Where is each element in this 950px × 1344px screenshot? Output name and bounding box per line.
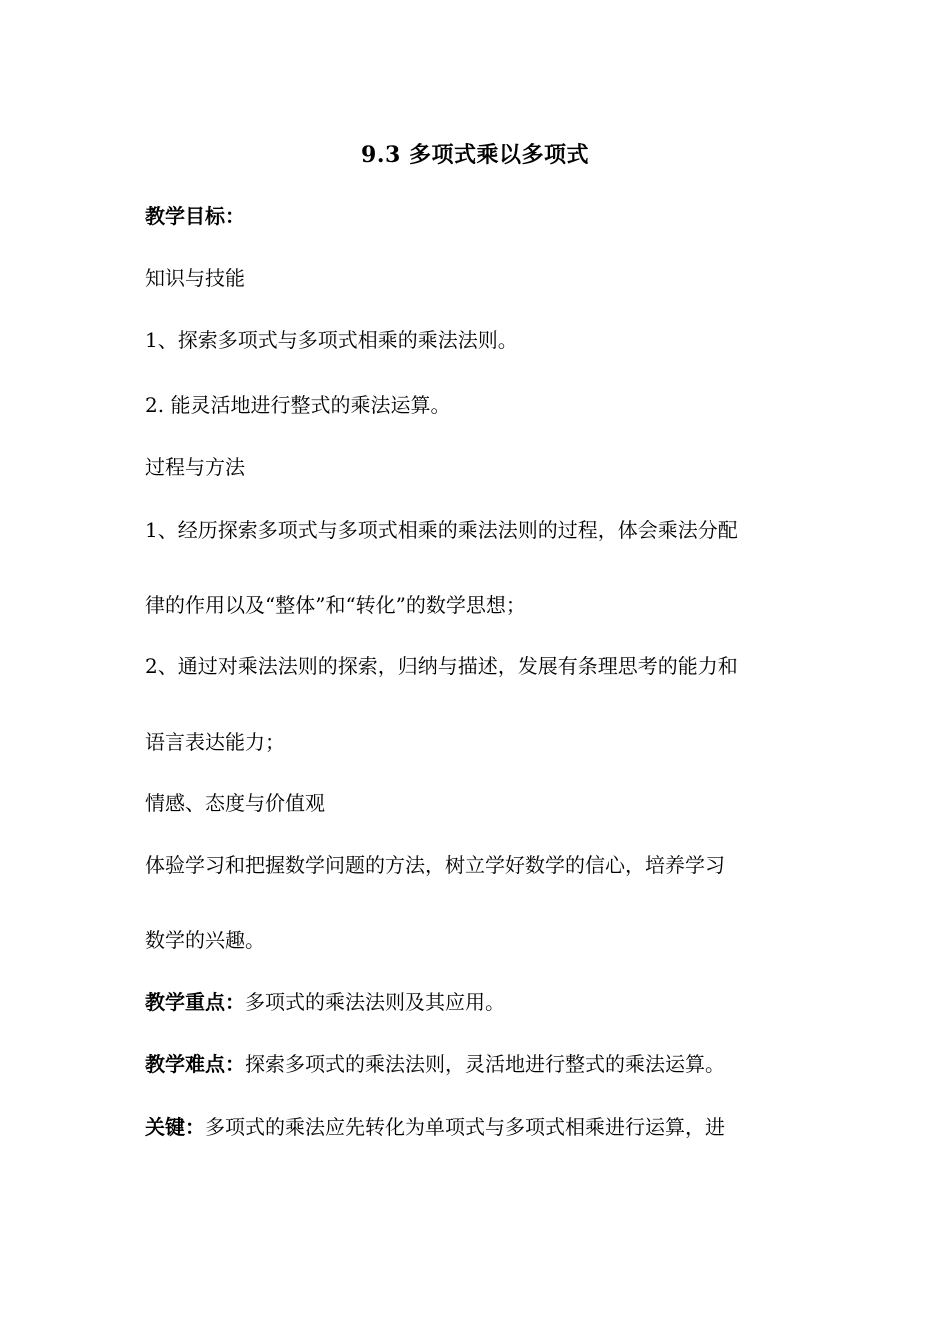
line-text: 1、探索多项式与多项式相乘的乘法法则。	[145, 328, 518, 352]
line-text: 知识与技能	[145, 266, 245, 290]
line-text: 探索多项式的乘法法则，灵活地进行整式的乘法运算。	[245, 1052, 725, 1076]
paragraph-line	[145, 926, 265, 954]
line-text: 过程与方法	[145, 455, 245, 479]
line-text: 数学的兴趣。	[145, 928, 265, 952]
key-point-line	[145, 988, 505, 1016]
line-label: 教学重点：	[145, 990, 245, 1014]
line-label: 关键：	[145, 1115, 205, 1139]
subheading-knowledge-skills	[145, 264, 245, 292]
line-label: 教学目标：	[145, 204, 245, 228]
paragraph-line	[145, 851, 725, 879]
line-text: 多项式的乘法应先转化为单项式与多项式相乘进行运算，进	[205, 1115, 725, 1139]
line-text: 2. 能灵活地进行整式的乘法运算。	[145, 393, 451, 417]
paragraph-line	[145, 728, 285, 756]
subheading-emotion-values	[145, 789, 325, 817]
line-text: 律的作用以及“整体”和“转化”的数学思想；	[145, 593, 526, 617]
line-text: 多项式的乘法法则及其应用。	[245, 990, 505, 1014]
line-label: 教学难点：	[145, 1052, 245, 1076]
line-text: 2、通过对乘法法则的探索，归纳与描述，发展有条理思考的能力和	[145, 654, 738, 678]
paragraph-line	[145, 391, 450, 419]
paragraph-line	[145, 326, 518, 354]
key-line	[145, 1113, 725, 1141]
difficulty-line	[145, 1050, 725, 1078]
subheading-process-methods	[145, 453, 245, 481]
paragraph-line	[145, 652, 738, 680]
line-text: 情感、态度与价值观	[145, 791, 325, 815]
line-text: 体验学习和把握数学问题的方法，树立学好数学的信心，培养学习	[145, 853, 725, 877]
section-heading-objectives	[145, 202, 245, 230]
line-text: 1、经历探索多项式与多项式相乘的乘法法则的过程，体会乘法分配	[145, 518, 738, 542]
page-title: 9.3 多项式乘以多项式	[361, 142, 589, 168]
line-text: 语言表达能力；	[145, 730, 285, 754]
paragraph-line	[145, 591, 526, 619]
paragraph-line	[145, 516, 738, 544]
